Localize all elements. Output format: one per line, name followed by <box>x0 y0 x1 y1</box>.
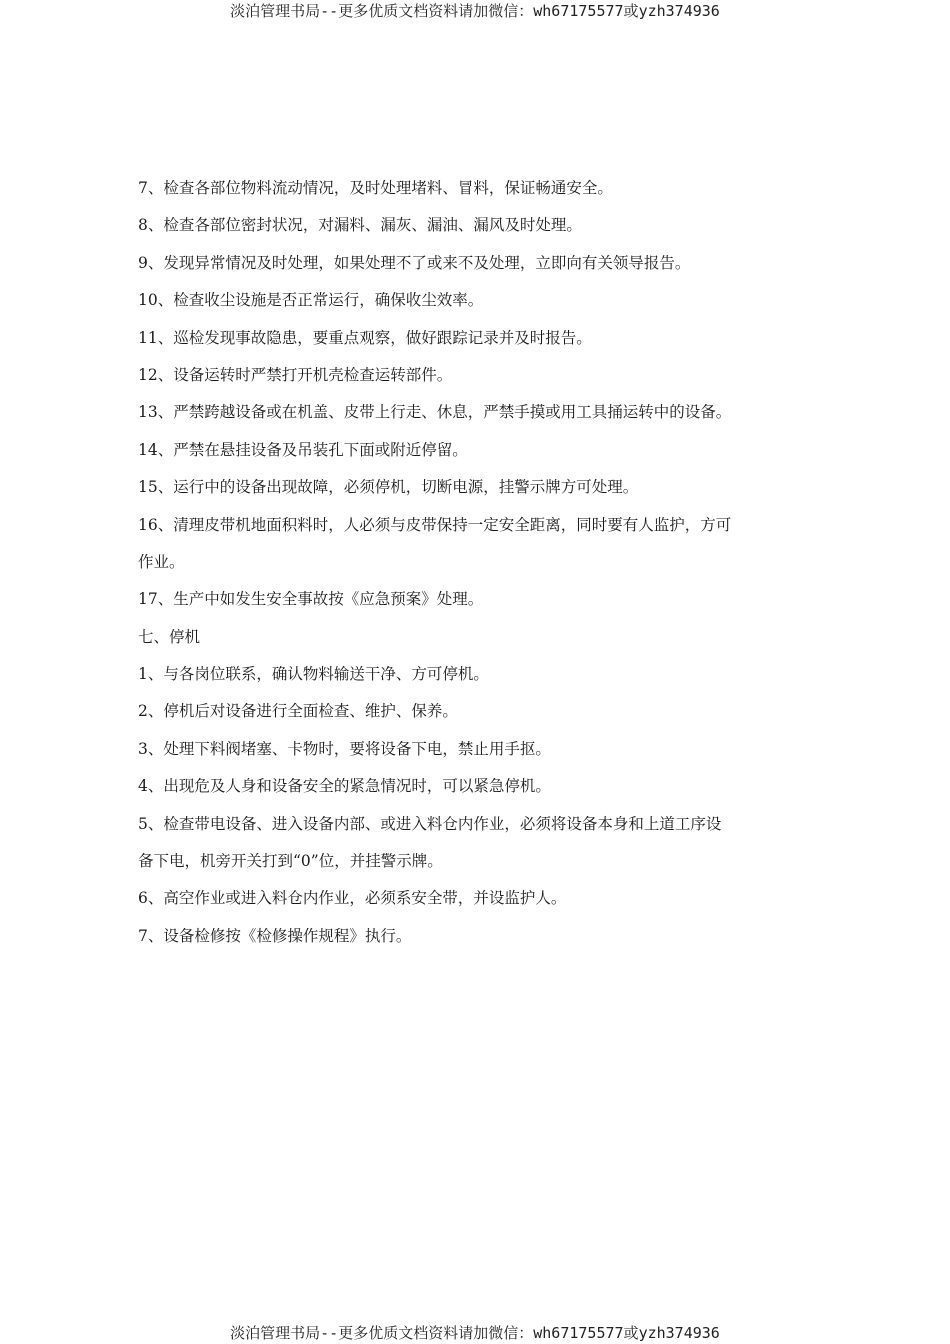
text-line: 1、与各岗位联系，确认物料输送干净、方可停机。 <box>138 665 489 684</box>
section-heading: 七、停机 <box>138 627 201 646</box>
text-line: 17、生产中如发生安全事故按《应急预案》处理。 <box>138 590 484 609</box>
text-line: 作业。 <box>138 552 185 571</box>
text-line: 15、运行中的设备出现故障，必须停机，切断电源，挂警示牌方可处理。 <box>138 478 639 497</box>
footer-or: 或 <box>623 1324 639 1342</box>
header-wechat-id-1: wh67175577 <box>533 2 624 20</box>
text-line: 12、设备运转时严禁打开机壳检查运转部件。 <box>138 365 453 384</box>
text-line: 7、检查各部位物料流动情况，及时处理堵料、冒料，保证畅通安全。 <box>138 179 613 197</box>
text-line: 2、停机后对设备进行全面检查、维护、保养。 <box>138 702 458 721</box>
text-line: 9、发现异常情况及时处理，如果处理不了或来不及处理，立即向有关领导报告。 <box>138 253 691 272</box>
footer-middle: 更多优质文档资料请加微信： <box>338 1324 534 1342</box>
text-line: 5、检查带电设备、进入设备内部、或进入料仓内作业，必须将设备本身和上道工序设 <box>138 814 722 833</box>
document-body <box>138 170 818 955</box>
header-prefix: 淡泊管理书局 <box>230 2 321 20</box>
footer-wechat-id-2: yzh374936 <box>638 1324 720 1342</box>
text-line: 14、严禁在悬挂设备及吊装孔下面或附近停留。 <box>138 440 468 459</box>
footer-wechat-id-1: wh67175577 <box>533 1324 624 1342</box>
text-line: 备下电，机旁开关打到“0”位，并挂警示牌。 <box>138 852 443 871</box>
header-dashes: -- <box>320 2 339 20</box>
text-line: 11、巡检发现事故隐患，要重点观察，做好跟踪记录并及时报告。 <box>138 328 592 347</box>
header-or: 或 <box>623 2 639 20</box>
text-line: 6、高空作业或进入料仓内作业，必须系安全带，并设监护人。 <box>138 889 567 908</box>
text-line: 3、处理下料阀堵塞、卡物时，要将设备下电，禁止用手抠。 <box>138 739 551 758</box>
text-line: 7、设备检修按《检修操作规程》执行。 <box>138 926 412 945</box>
footer-prefix: 淡泊管理书局 <box>230 1324 321 1342</box>
page-header <box>0 1 950 21</box>
text-line: 13、严禁跨越设备或在机盖、皮带上行走、休息，严禁手摸或用工具捅运转中的设备。 <box>138 403 732 422</box>
footer-dashes: -- <box>320 1324 339 1342</box>
header-wechat-id-2: yzh374936 <box>638 2 720 20</box>
text-line: 10、检查收尘设施是否正常运行，确保收尘效率。 <box>138 291 484 310</box>
text-line: 4、出现危及人身和设备安全的紧急情况时，可以紧急停机。 <box>138 777 551 796</box>
page-footer <box>0 1323 950 1343</box>
text-line: 8、检查各部位密封状况，对漏料、漏灰、漏油、漏风及时处理。 <box>138 216 582 235</box>
header-middle: 更多优质文档资料请加微信： <box>338 2 534 20</box>
text-line: 16、清理皮带机地面积料时，人必须与皮带保持一定安全距离，同时要有人监护，方可 <box>138 515 732 534</box>
